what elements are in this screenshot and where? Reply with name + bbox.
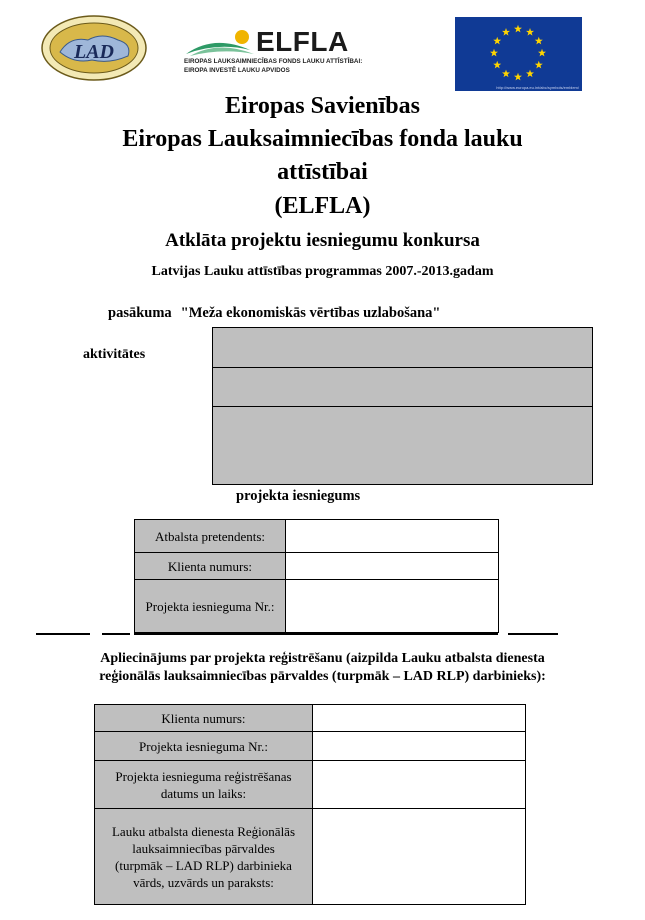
- applicant-table: [134, 519, 499, 633]
- eu-star-icon: [526, 70, 534, 78]
- cut-line-dash: [36, 633, 90, 635]
- confirmation-heading: [0, 650, 645, 686]
- registration-table: [94, 704, 526, 905]
- reg-datetime-label: Projekta iesnieguma reģistrēšanas datums un laiks:: [95, 761, 313, 809]
- measure-line: [108, 305, 440, 322]
- table-row: [95, 761, 526, 809]
- reg-officer-field[interactable]: [313, 809, 526, 905]
- lad-logo: [40, 14, 148, 82]
- eu-flag-icon: [455, 17, 582, 91]
- project-number-field[interactable]: [286, 580, 499, 633]
- elfla-subtitle-1: EIROPAS LAUKSAIMNIECĪBAS FONDS LAUKU ATTĪSTĪBAI:: [184, 58, 363, 65]
- client-number-field[interactable]: [286, 553, 499, 580]
- activity-field-3[interactable]: [212, 406, 593, 485]
- submission-label: projekta iesniegums: [236, 488, 361, 504]
- cut-line-dash: [508, 633, 558, 635]
- measure-label: pasākuma: [108, 305, 172, 321]
- table-row: [95, 809, 526, 905]
- reg-client-number-field[interactable]: [313, 705, 526, 732]
- eu-flag-url: http://www.europa.eu.int/abc/symbols/emblem/: [496, 85, 579, 90]
- reg-client-number-label: Klienta numurs:: [95, 705, 313, 732]
- confirmation-line-2: reģionālās lauksaimniecības pārvaldes (turpmāk – LAD RLP) darbinieks):: [99, 669, 546, 684]
- cut-line-dash: [134, 633, 498, 635]
- table-row: [95, 732, 526, 761]
- eu-star-icon: [514, 73, 522, 81]
- table-row: [135, 553, 499, 580]
- eu-star-icon: [490, 49, 498, 57]
- eu-star-icon: [502, 70, 510, 78]
- activity-field-2[interactable]: [212, 367, 593, 407]
- sun-icon: [235, 30, 249, 44]
- eu-star-icon: [493, 37, 501, 45]
- applicant-field[interactable]: [286, 520, 499, 553]
- title-line-1: Eiropas Savienības: [225, 93, 420, 119]
- reg-datetime-field[interactable]: [313, 761, 526, 809]
- title-line-2: Eiropas Lauksaimniecības fonda lauku: [122, 126, 523, 152]
- elfla-subtitle-2: EIROPA INVESTĒ LAUKU APVIDOS: [184, 67, 290, 74]
- reg-officer-label: Lauku atbalsta dienesta Reģionālās lauksaimniecības pārvaldes (turpmāk – LAD RLP) darbinieka vārds, uzvārds un paraksts:: [95, 809, 313, 905]
- reg-project-number-field[interactable]: [313, 732, 526, 761]
- eu-star-icon: [514, 25, 522, 33]
- client-number-label: Klienta numurs:: [135, 553, 286, 580]
- eu-star-icon: [493, 61, 501, 69]
- applicant-label: Atbalsta pretendents:: [135, 520, 286, 553]
- eu-star-icon: [535, 61, 543, 69]
- eu-star-icon: [538, 49, 546, 57]
- elfla-logo: [184, 24, 434, 84]
- activity-field-1[interactable]: [212, 327, 593, 368]
- activities-label: aktivitātes: [83, 347, 146, 362]
- project-number-label: Projekta iesnieguma Nr.:: [135, 580, 286, 633]
- elfla-word: ELFLA: [256, 26, 349, 57]
- elfla-swoosh-icon: [184, 28, 256, 58]
- eu-star-icon: [535, 37, 543, 45]
- table-row: [135, 520, 499, 553]
- table-row: [135, 580, 499, 633]
- eu-star-icon: [526, 28, 534, 36]
- eu-star-icon: [502, 28, 510, 36]
- cut-line-dash: [102, 633, 130, 635]
- title-line-3: attīstībai: [277, 159, 368, 185]
- programme-heading: Latvijas Lauku attīstības programmas 2007.-2013.gadam: [151, 264, 494, 279]
- table-row: [95, 705, 526, 732]
- confirmation-line-1: Apliecinājums par projekta reģistrēšanu (aizpilda Lauku atbalsta dienesta: [100, 651, 545, 666]
- title-line-4: (ELFLA): [274, 193, 371, 219]
- reg-project-number-label: Projekta iesnieguma Nr.:: [95, 732, 313, 761]
- measure-name: "Meža ekonomiskās vērtības uzlabošana": [180, 305, 441, 321]
- competition-heading: Atklāta projektu iesniegumu konkursa: [165, 230, 480, 251]
- lad-logo-text: LAD: [74, 41, 114, 63]
